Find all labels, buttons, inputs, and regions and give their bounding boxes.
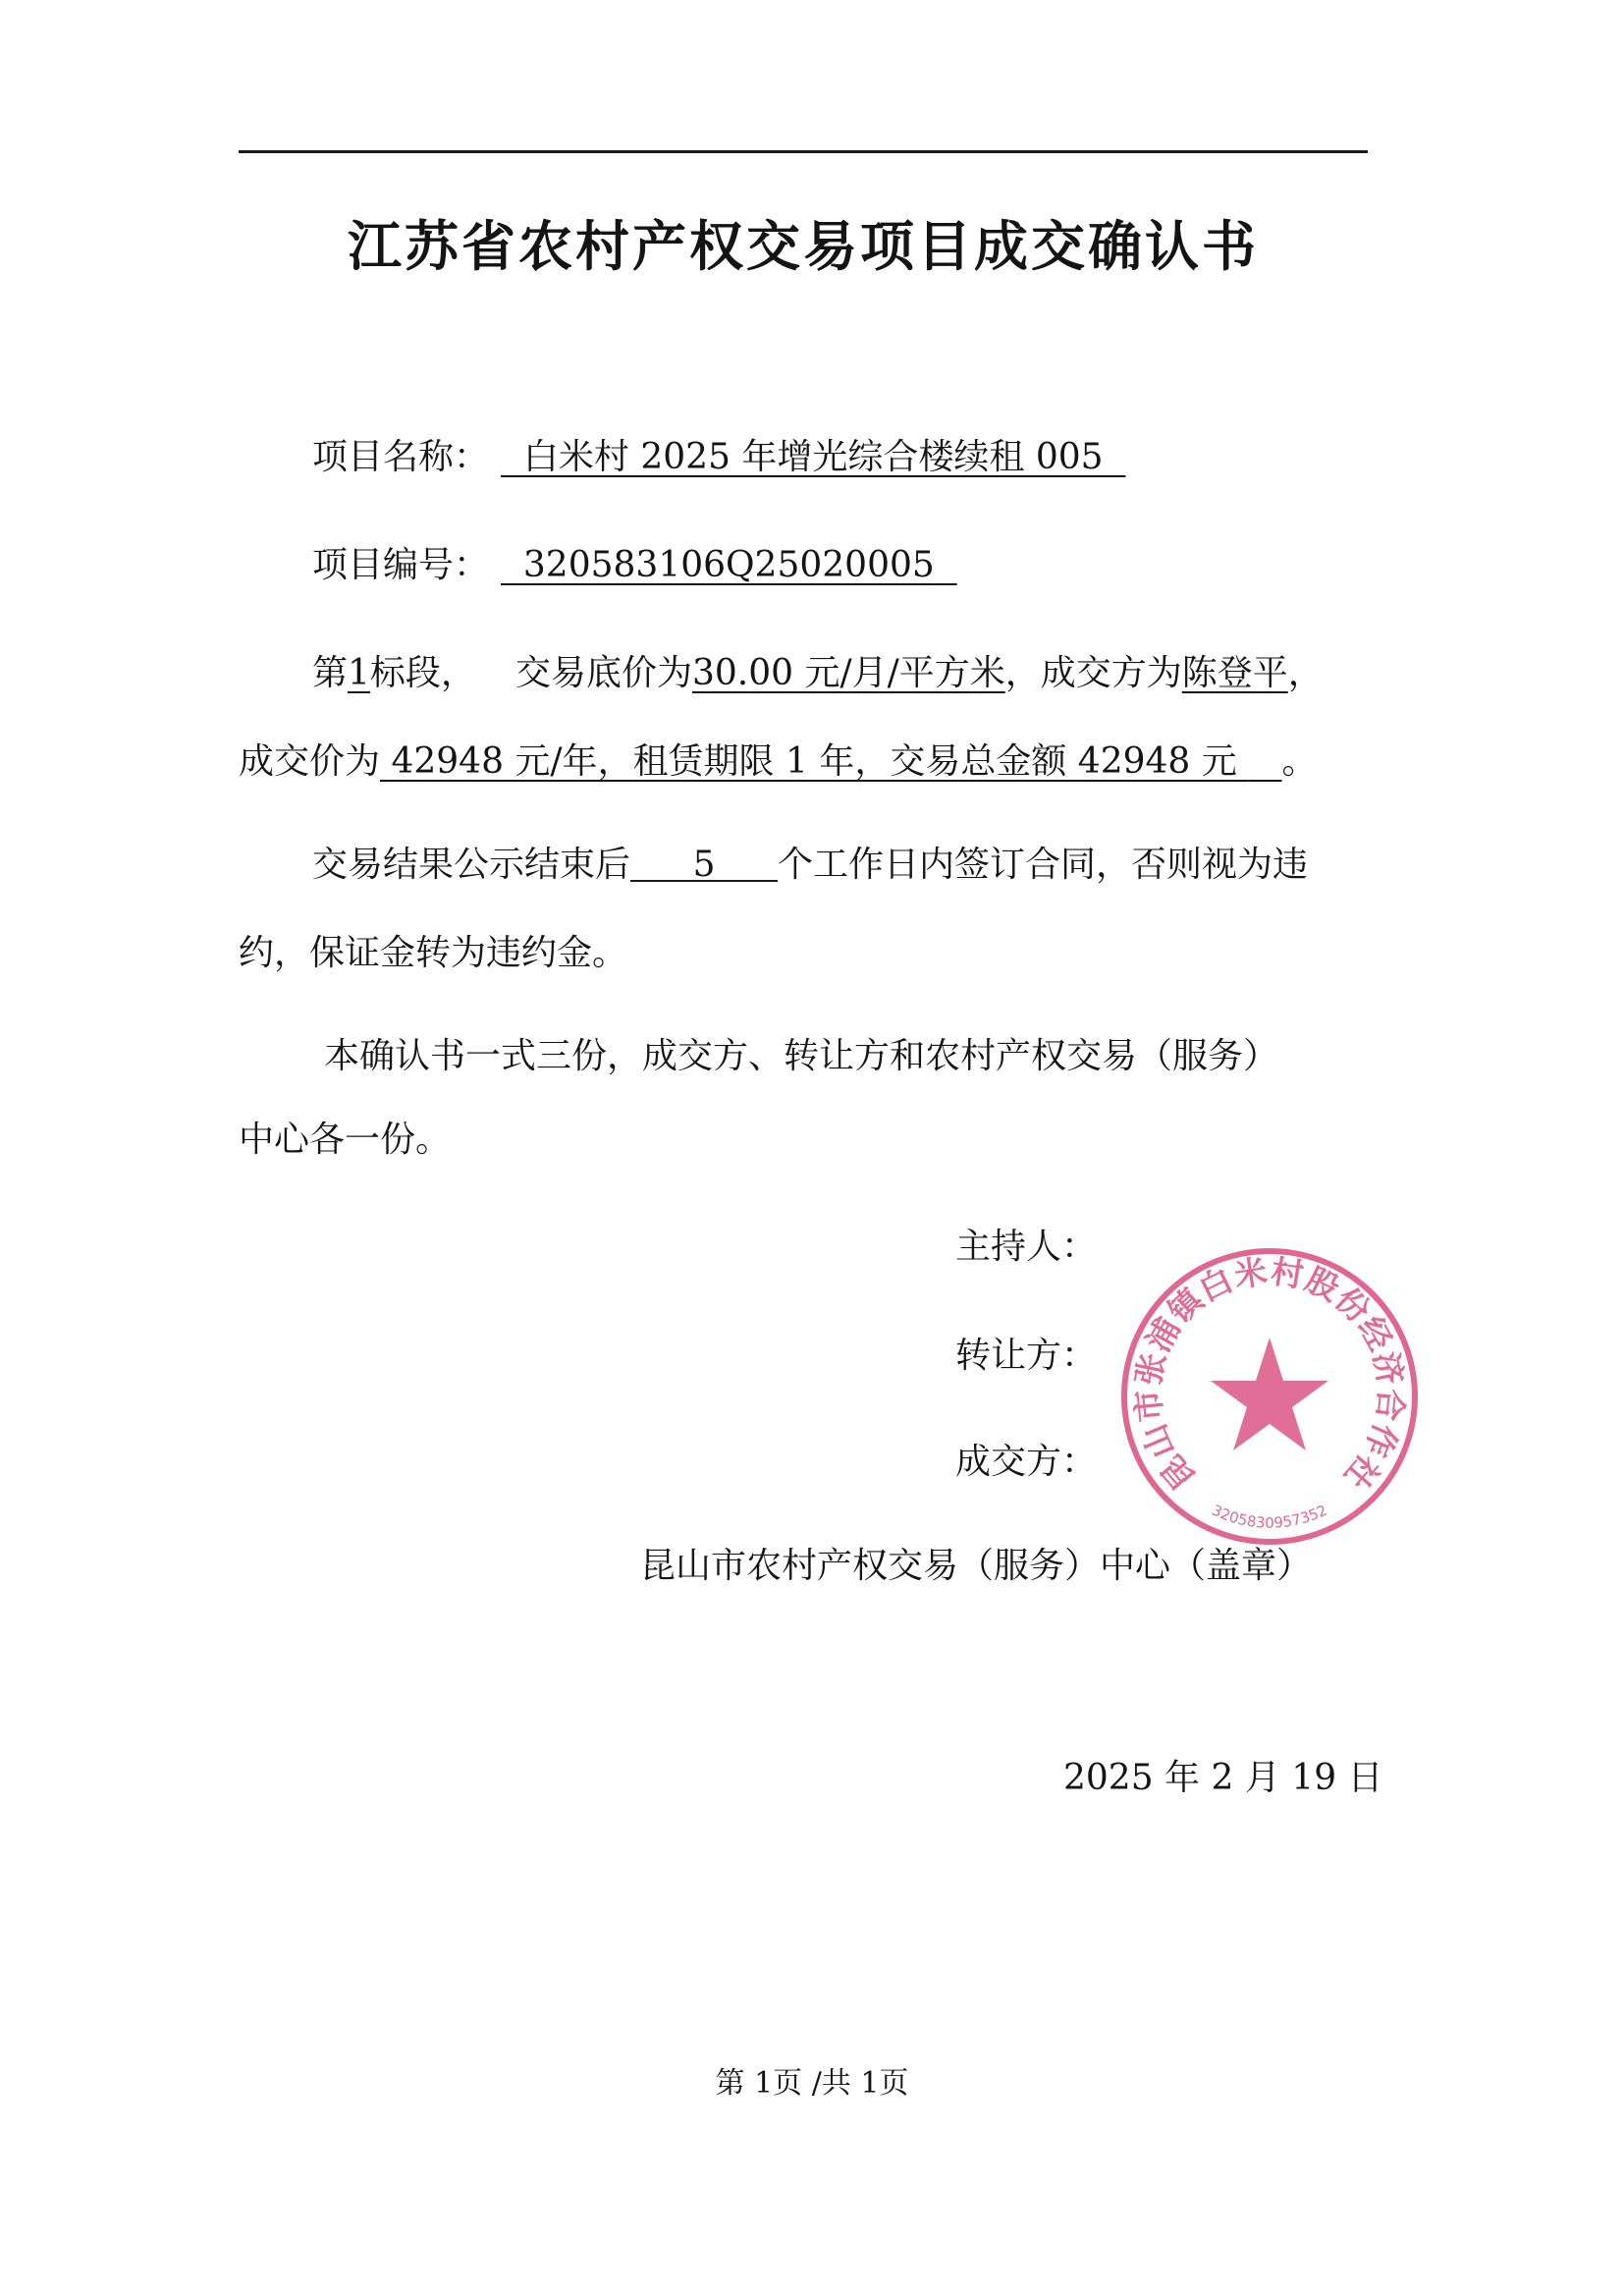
- project-code-value: 320583106Q25020005: [522, 545, 935, 585]
- copies-line1: 本确认书一式三份，成交方、转让方和农村产权交易（服务）: [324, 1036, 1279, 1076]
- contract-row: [312, 841, 1308, 890]
- buyer-label: 成交方：: [955, 1442, 1098, 1482]
- project-code-label: 项目编号：: [312, 545, 490, 585]
- base-price-label: 交易底价为: [514, 653, 692, 693]
- winner-value: 陈登平: [1181, 653, 1288, 693]
- lot-suffix: 标段，: [369, 653, 476, 693]
- contract-suffix: 个工作日内签订合同，否则视为违: [778, 845, 1309, 885]
- project-name-row: [312, 433, 1125, 482]
- winner-suffix: ，: [1287, 653, 1324, 693]
- copies-line2: 中心各一份。: [239, 1120, 452, 1160]
- issue-date: 2025 年 2 月 19 日: [1063, 1758, 1383, 1798]
- official-seal: [1112, 1239, 1427, 1554]
- contract-line2: 约，保证金转为违约金。: [239, 933, 628, 973]
- page-footer: 第 1页 /共 1页: [715, 2066, 909, 2101]
- document-title: 江苏省农村产权交易项目成交确认书: [347, 215, 1259, 278]
- contract-days: 5: [630, 841, 778, 882]
- project-code-row: [312, 541, 957, 590]
- transferor-label: 转让方：: [955, 1336, 1098, 1376]
- host-label: 主持人：: [955, 1227, 1098, 1267]
- winner-label: ，成交方为: [1004, 653, 1182, 693]
- lot-prefix: 第: [312, 653, 349, 693]
- lot-row: [312, 649, 1324, 698]
- seal-number: 3205830957352: [1209, 1501, 1330, 1532]
- seal-star-icon: [1211, 1338, 1328, 1450]
- seal-text: 昆山市张浦镇白米村股份经济合作社: [1128, 1251, 1411, 1498]
- contract-prefix: 交易结果公示结束后: [312, 845, 631, 885]
- deal-price-suffix: 。: [1281, 741, 1318, 782]
- lot-number: 1: [348, 653, 370, 693]
- deal-price-label: 成交价为: [239, 741, 381, 782]
- deal-price-value: 42948 元/年，租赁期限 1 年，交易总金额 42948 元: [380, 741, 1249, 782]
- deal-price-row: [239, 738, 1318, 787]
- project-name-label: 项目名称：: [312, 437, 490, 477]
- header-rule: [239, 150, 1368, 153]
- center-label: 昆山市农村产权交易（服务）中心（盖章）: [640, 1546, 1313, 1586]
- base-price-value: 30.00 元/月/平方米: [691, 653, 1005, 693]
- project-name-value: 白米村 2025 年增光综合楼续租 005: [522, 437, 1104, 477]
